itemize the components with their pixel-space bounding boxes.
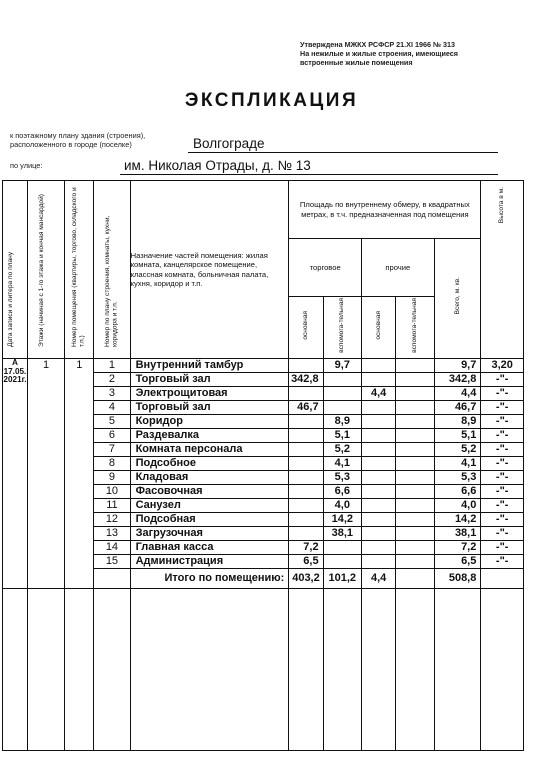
height-cell: -"- (481, 499, 524, 513)
part-no-cell: 3 (94, 387, 130, 401)
height-cell: -"- (481, 471, 524, 485)
other-aux-cell (396, 513, 434, 527)
part-no-cell: 13 (94, 527, 130, 541)
other-aux-cell (396, 443, 434, 457)
blank-cell (434, 589, 481, 751)
blank-cell (94, 589, 130, 751)
height-cell: -"- (481, 513, 524, 527)
height-cell: -"- (481, 429, 524, 443)
other-main-cell: 4,4 (361, 387, 395, 401)
total-cell: 4,0 (434, 499, 481, 513)
other-aux-cell (396, 485, 434, 499)
other-main-cell (361, 471, 395, 485)
purpose-cell: Внутренний тамбур (130, 359, 289, 373)
other-aux-cell (396, 527, 434, 541)
trade-main-cell: 342,8 (289, 373, 323, 387)
total-cell: 14,2 (434, 513, 481, 527)
purpose-cell: Торговый зал (130, 401, 289, 415)
height-cell: -"- (481, 457, 524, 471)
trade-main-cell (289, 457, 323, 471)
height-cell: -"- (481, 373, 524, 387)
trade-aux-cell (323, 401, 361, 415)
totals-other-main: 4,4 (361, 569, 395, 589)
total-cell: 4,1 (434, 457, 481, 471)
total-cell: 6,5 (434, 555, 481, 569)
purpose-cell: Загрузочная (130, 527, 289, 541)
totals-label: Итого по помещению: (130, 569, 289, 589)
height-cell: -"- (481, 415, 524, 429)
approval-line-2: На нежилые и жилые строения, имеющиеся (300, 49, 458, 58)
part-no-cell: 10 (94, 485, 130, 499)
other-main-cell (361, 513, 395, 527)
part-no-cell: 4 (94, 401, 130, 415)
part-no-cell: 6 (94, 429, 130, 443)
other-aux-cell (396, 541, 434, 555)
street-underline (120, 174, 498, 175)
height-cell: -"- (481, 485, 524, 499)
other-aux-cell (396, 499, 434, 513)
totals-other-aux (396, 569, 434, 589)
height-cell: -"- (481, 555, 524, 569)
part-no-cell: 1 (94, 359, 130, 373)
trade-main-cell (289, 415, 323, 429)
other-main-cell (361, 555, 395, 569)
trade-main-cell (289, 443, 323, 457)
date-cell (3, 359, 28, 589)
trade-main-cell (289, 485, 323, 499)
header-part-no: Номер по плану строения, комнаты, кухни, коридора и т.п. (94, 181, 130, 359)
city-value: Волгограде (193, 136, 265, 151)
header-other-main: основная (361, 297, 395, 359)
trade-main-cell (289, 359, 323, 373)
table-row (3, 359, 524, 373)
other-aux-cell (396, 401, 434, 415)
totals-trade-aux: 101,2 (323, 569, 361, 589)
part-no-cell: 12 (94, 513, 130, 527)
plan-label-1: к поэтажному плану здания (строения), (10, 131, 146, 140)
purpose-cell: Торговый зал (130, 373, 289, 387)
approval-line-3: встроенные жилые помещения (300, 58, 413, 67)
total-cell: 7,2 (434, 541, 481, 555)
header-trade-main: основная (289, 297, 323, 359)
part-no-cell: 14 (94, 541, 130, 555)
total-cell: 8,9 (434, 415, 481, 429)
total-cell: 5,2 (434, 443, 481, 457)
trade-main-cell: 6,5 (289, 555, 323, 569)
purpose-cell: Коридор (130, 415, 289, 429)
other-aux-cell (396, 359, 434, 373)
purpose-cell: Администрация (130, 555, 289, 569)
city-underline (188, 152, 498, 153)
header-purpose: Назначение частей помещения: жилая комната, канцелярское помещение, классная комната, больничная палата, кухня, коридор и т.п. (130, 181, 289, 359)
total-cell: 4,4 (434, 387, 481, 401)
height-cell: -"- (481, 401, 524, 415)
other-aux-cell (396, 457, 434, 471)
other-main-cell (361, 401, 395, 415)
blank-cell (27, 589, 64, 751)
total-cell: 9,7 (434, 359, 481, 373)
trade-main-cell (289, 471, 323, 485)
purpose-cell: Раздевалка (130, 429, 289, 443)
blank-cell (481, 589, 524, 751)
explication-table (2, 180, 524, 751)
other-main-cell (361, 429, 395, 443)
trade-main-cell (289, 527, 323, 541)
trade-aux-cell: 38,1 (323, 527, 361, 541)
other-main-cell (361, 373, 395, 387)
blank-cell (289, 589, 323, 751)
purpose-cell: Главная касса (130, 541, 289, 555)
street-label: по улице: (10, 161, 43, 170)
totals-total: 508,8 (434, 569, 481, 589)
part-no-cell: 15 (94, 555, 130, 569)
blank-cell (130, 589, 289, 751)
header-total: Всего, м. кв. (434, 239, 481, 359)
purpose-cell: Фасовочная (130, 485, 289, 499)
room-no-cell: 1 (65, 359, 94, 589)
blank-area-row (3, 589, 524, 751)
other-main-cell (361, 527, 395, 541)
floor-cell: 1 (27, 359, 64, 589)
trade-main-cell: 7,2 (289, 541, 323, 555)
total-cell: 6,6 (434, 485, 481, 499)
part-no-cell: 9 (94, 471, 130, 485)
header-other-aux: вспомога-тельная (396, 297, 434, 359)
total-cell: 342,8 (434, 373, 481, 387)
part-no-cell: 2 (94, 373, 130, 387)
other-aux-cell (396, 415, 434, 429)
purpose-cell: Подсобная (130, 513, 289, 527)
blank-cell (3, 589, 28, 751)
header-floor: Этажи (начиная с 1-го этажа и кончая мансардой) (27, 181, 64, 359)
totals-trade-main: 403,2 (289, 569, 323, 589)
header-area-group: Площадь по внутреннему обмеру, в квадратных метрах, в т.ч. предназначенная под помещения (289, 181, 481, 239)
other-main-cell (361, 359, 395, 373)
purpose-cell: Кладовая (130, 471, 289, 485)
blank-cell (396, 589, 434, 751)
trade-aux-cell: 5,2 (323, 443, 361, 457)
trade-main-cell: 46,7 (289, 401, 323, 415)
height-cell: -"- (481, 443, 524, 457)
height-cell: -"- (481, 527, 524, 541)
header-trade: торговое (289, 239, 362, 297)
document-title: ЭКСПЛИКАЦИЯ (184, 90, 359, 111)
trade-aux-cell: 5,1 (323, 429, 361, 443)
other-main-cell (361, 485, 395, 499)
blank-cell (361, 589, 395, 751)
part-no-cell: 7 (94, 443, 130, 457)
trade-aux-cell (323, 555, 361, 569)
trade-main-cell (289, 387, 323, 401)
other-aux-cell (396, 471, 434, 485)
total-cell: 5,3 (434, 471, 481, 485)
height-cell: 3,20 (481, 359, 524, 373)
totals-part-no-cell (94, 569, 130, 589)
other-main-cell (361, 541, 395, 555)
header-other: прочие (361, 239, 434, 297)
approval-note (300, 40, 540, 67)
trade-main-cell (289, 513, 323, 527)
trade-aux-cell (323, 541, 361, 555)
part-no-cell: 8 (94, 457, 130, 471)
other-main-cell (361, 457, 395, 471)
height-cell: -"- (481, 541, 524, 555)
totals-height (481, 569, 524, 589)
trade-aux-cell: 6,6 (323, 485, 361, 499)
trade-aux-cell: 8,9 (323, 415, 361, 429)
blank-cell (323, 589, 361, 751)
trade-aux-cell: 4,0 (323, 499, 361, 513)
trade-aux-cell: 14,2 (323, 513, 361, 527)
trade-aux-cell: 9,7 (323, 359, 361, 373)
trade-aux-cell: 4,1 (323, 457, 361, 471)
header-trade-aux: вспомога-тельная (323, 297, 361, 359)
part-no-cell: 11 (94, 499, 130, 513)
other-aux-cell (396, 429, 434, 443)
other-main-cell (361, 499, 395, 513)
trade-aux-cell (323, 373, 361, 387)
year-label: 2021г. (3, 375, 27, 384)
purpose-cell: Санузел (130, 499, 289, 513)
other-aux-cell (396, 387, 434, 401)
header-height: Высота в м. (481, 181, 524, 359)
total-cell: 5,1 (434, 429, 481, 443)
street-value: им. Николая Отрады, д. № 13 (124, 158, 311, 173)
other-aux-cell (396, 373, 434, 387)
total-cell: 46,7 (434, 401, 481, 415)
lit-label: А (11, 358, 18, 367)
trade-aux-cell: 5,3 (323, 471, 361, 485)
date-label: 17.05. (3, 366, 27, 376)
purpose-cell: Комната персонала (130, 443, 289, 457)
approval-line-1: Утверждена МЖКХ РСФСР 21.XI 1966 № 313 (300, 40, 455, 49)
header-room-no: Номер помещения (квартиры, торгово, складского и т.п.) (65, 181, 94, 359)
plan-label-2: расположенного в городе (поселке) (10, 140, 132, 149)
trade-main-cell (289, 499, 323, 513)
other-aux-cell (396, 555, 434, 569)
blank-cell (65, 589, 94, 751)
trade-main-cell (289, 429, 323, 443)
header-date: Дата записи и литера по плану (3, 181, 28, 359)
other-main-cell (361, 415, 395, 429)
purpose-cell: Электрощитовая (130, 387, 289, 401)
other-main-cell (361, 443, 395, 457)
trade-aux-cell (323, 387, 361, 401)
total-cell: 38,1 (434, 527, 481, 541)
height-cell: -"- (481, 387, 524, 401)
purpose-cell: Подсобное (130, 457, 289, 471)
part-no-cell: 5 (94, 415, 130, 429)
